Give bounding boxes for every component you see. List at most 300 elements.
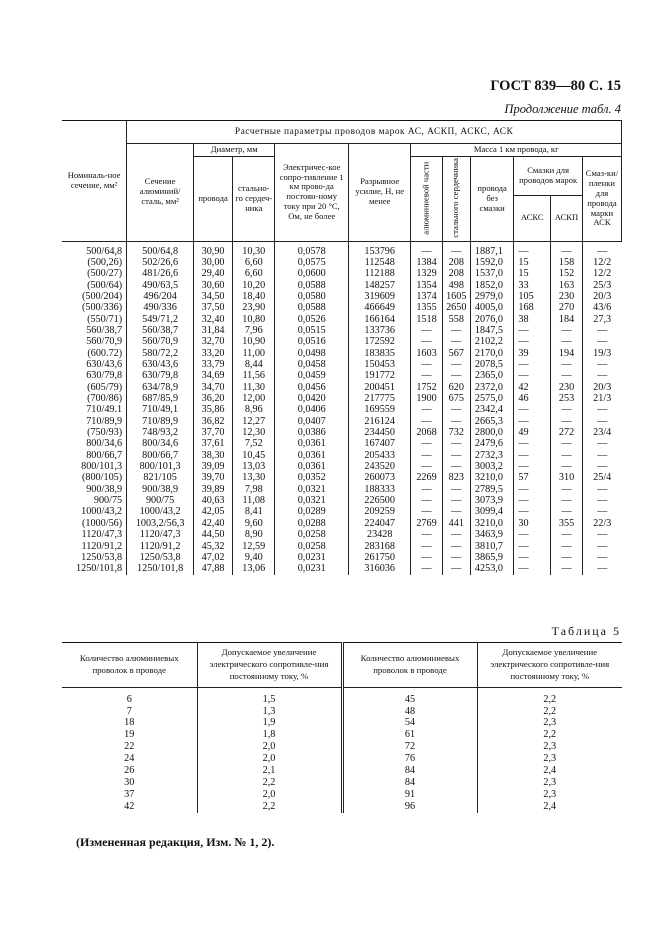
cell-mass-total: 3210,0 [470, 472, 513, 483]
header-al-steel-section: Сечение алюминий/ сталь, мм² [127, 144, 194, 242]
cell-mass-total: 2979,0 [470, 291, 513, 302]
cell-grease-ackp: — [551, 450, 583, 461]
cell-wire-count-right: 84 [342, 777, 477, 789]
cell-resistance: 0,0578 [275, 241, 349, 257]
cell-wire-count-right: 72 [342, 741, 477, 753]
cell-grease-ack: — [582, 241, 621, 257]
cell-nominal: 630/79,8 [86, 370, 123, 382]
cell-grease-acks: — [514, 506, 551, 517]
cell-grease-acks: 105 [514, 291, 551, 302]
cell-mass-al: 2769 [411, 518, 442, 529]
table-row [62, 314, 622, 325]
page-header: ГОСТ 839—80 С. 15 [490, 78, 621, 94]
cell-grease-ack: 12/2 [582, 257, 621, 268]
cell-grease-acks: — [514, 370, 551, 381]
cell-breaking-force: 166164 [349, 314, 411, 325]
header-diameter-steel: стально-го сердеч-ника [233, 156, 275, 241]
header-mass-steel: стального сердечника [442, 156, 470, 241]
cell-resistance-increase: 2,0 [197, 789, 342, 801]
cell-resistance-increase: 2,2 [197, 801, 342, 813]
cell-section: 800/101,3 [127, 461, 194, 472]
cell-mass-steel: 620 [442, 382, 470, 393]
table-row [62, 348, 622, 359]
header-wire-count: Количество алюминиевых проволок в проводе [62, 643, 197, 688]
cell-mass-al: 1384 [411, 257, 442, 268]
cell-nominal: 800/101,3 [81, 461, 123, 473]
cell-mass-al: — [411, 416, 442, 427]
header-breaking-force: Разрывное усилие, Н, не менее [349, 144, 411, 242]
cell-resistance-increase: 1,3 [197, 706, 342, 718]
header-mass-aluminium: алюминиевой части [411, 156, 442, 241]
cell-mass-steel: 732 [442, 427, 470, 438]
cell-mass-steel: 823 [442, 472, 470, 483]
table-row [62, 404, 622, 415]
cell-resistance: 0,0588 [275, 280, 349, 291]
cell-mass-total: 2170,0 [470, 348, 513, 359]
cell-grease-ack: — [582, 416, 621, 427]
cell-resistance: 0,0515 [275, 325, 349, 336]
cell-mass-al: 1518 [411, 314, 442, 325]
cell-breaking-force: 261750 [349, 552, 411, 563]
cell-resistance: 0,0361 [275, 461, 349, 472]
cell-resistance: 0,0406 [275, 404, 349, 415]
cell-mass-total: 2365,0 [470, 370, 513, 381]
cell-wire-count-right: 96 [342, 801, 477, 813]
cell-steel-diameter: 10,45 [233, 450, 275, 461]
cell-mass-total: 2479,6 [470, 438, 513, 449]
cell-grease-ackp: — [551, 359, 583, 370]
cell-diameter: 39,89 [194, 484, 233, 495]
cell-nominal: 800/66,7 [86, 449, 123, 461]
cell-mass-steel: — [442, 461, 470, 472]
cell-mass-total: 2078,5 [470, 359, 513, 370]
cell-mass-steel: — [442, 484, 470, 495]
cell-diameter: 40,63 [194, 495, 233, 506]
table-row [62, 741, 622, 753]
table-row [62, 325, 622, 336]
cell-nominal: (500/27) [87, 268, 123, 280]
cell-grease-ackp: — [551, 370, 583, 381]
table-row [62, 382, 622, 393]
cell-mass-steel: — [442, 552, 470, 563]
cell-grease-acks: 15 [514, 268, 551, 279]
cell-nominal: (605/79) [87, 381, 123, 393]
cell-mass-al: 1355 [411, 302, 442, 313]
cell-steel-diameter: 11,00 [233, 348, 275, 359]
cell-steel-diameter: 10,90 [233, 336, 275, 347]
cell-section: 630/43,6 [127, 359, 194, 370]
cell-nominal: 1120/91,2 [81, 540, 123, 552]
cell-grease-acks: — [514, 241, 551, 257]
cell-grease-ack: 27,3 [582, 314, 621, 325]
cell-resistance: 0,0289 [275, 506, 349, 517]
table-row [62, 563, 622, 574]
cell-nominal: 900/75 [93, 495, 123, 507]
cell-mass-steel: — [442, 495, 470, 506]
cell-resistance-increase-right: 2,3 [477, 777, 622, 789]
cell-breaking-force: 183835 [349, 348, 411, 359]
cell-breaking-force: 167407 [349, 438, 411, 449]
header-nominal-section: Номиналь-ное сечение, мм² [62, 121, 127, 242]
cell-grease-acks: 33 [514, 280, 551, 291]
cell-section: 580/72,2 [127, 348, 194, 359]
table-row [62, 268, 622, 279]
cell-section: 710/89,9 [127, 416, 194, 427]
header-diameter-wire: провода [194, 156, 233, 241]
cell-grease-ackp: 158 [551, 257, 583, 268]
cell-steel-diameter: 11,08 [233, 495, 275, 506]
cell-mass-total: 2342,4 [470, 404, 513, 415]
cell-grease-acks: — [514, 438, 551, 449]
cell-grease-ackp: — [551, 495, 583, 506]
table-row [62, 336, 622, 347]
cell-mass-total: 1592,0 [470, 257, 513, 268]
table-row [62, 789, 622, 801]
header-grease-acks: АСКС [514, 195, 551, 241]
cell-grease-ack: 22/3 [582, 518, 621, 529]
cell-steel-diameter: 7,96 [233, 325, 275, 336]
cell-grease-acks: 49 [514, 427, 551, 438]
cell-resistance: 0,0407 [275, 416, 349, 427]
cell-nominal: (500,26) [87, 256, 123, 268]
cell-breaking-force: 150453 [349, 359, 411, 370]
cell-breaking-force: 243520 [349, 461, 411, 472]
cell-grease-ackp: 253 [551, 393, 583, 404]
cell-mass-steel: — [442, 563, 470, 574]
cell-mass-al: — [411, 241, 442, 257]
header-resistance-increase: Допускаемое увеличение электрического сопротивле-ния постоянному току, % [197, 643, 342, 688]
cell-section: 800/34,6 [127, 438, 194, 449]
cell-grease-ackp: — [551, 325, 583, 336]
cell-mass-total: 2575,0 [470, 393, 513, 404]
cell-diameter: 38,30 [194, 450, 233, 461]
cell-mass-steel: — [442, 541, 470, 552]
cell-section: 687/85,9 [127, 393, 194, 404]
cell-grease-acks: 42 [514, 382, 551, 393]
cell-steel-diameter: 8,44 [233, 359, 275, 370]
cell-steel-diameter: 13,06 [233, 563, 275, 574]
cell-wire-count: 7 [126, 705, 132, 717]
cell-section: 800/66,7 [127, 450, 194, 461]
cell-diameter: 39,09 [194, 461, 233, 472]
cell-diameter: 34,69 [194, 370, 233, 381]
cell-section: 748/93,2 [127, 427, 194, 438]
table-row [62, 729, 622, 741]
cell-section: 500/64,8 [127, 241, 194, 257]
cell-section: 1120/47,3 [127, 529, 194, 540]
cell-mass-al: 2269 [411, 472, 442, 483]
cell-wire-count-right: 76 [342, 753, 477, 765]
cell-wire-count-right: 48 [342, 706, 477, 718]
cell-nominal: 1250/101,8 [76, 563, 123, 575]
cell-mass-al: — [411, 563, 442, 574]
cell-diameter: 36,20 [194, 393, 233, 404]
cell-mass-total: 3003,2 [470, 461, 513, 472]
cell-resistance-increase: 1,8 [197, 729, 342, 741]
cell-grease-ackp: 272 [551, 427, 583, 438]
cell-section: 481/26,6 [127, 268, 194, 279]
cell-section: 549/71,2 [127, 314, 194, 325]
cell-mass-al: — [411, 552, 442, 563]
cell-nominal: (550/71) [87, 313, 123, 325]
cell-steel-diameter: 12,30 [233, 427, 275, 438]
cell-grease-ack: 19/3 [582, 348, 621, 359]
table-row [62, 241, 622, 257]
cell-mass-steel: 498 [442, 280, 470, 291]
cell-resistance: 0,0588 [275, 302, 349, 313]
cell-diameter: 37,50 [194, 302, 233, 313]
cell-resistance: 0,0456 [275, 382, 349, 393]
cell-mass-total: 3810,7 [470, 541, 513, 552]
cell-grease-ackp: 230 [551, 382, 583, 393]
cell-mass-al: — [411, 506, 442, 517]
cell-breaking-force: 172592 [349, 336, 411, 347]
cell-steel-diameter: 9,40 [233, 552, 275, 563]
cell-resistance-increase: 1,5 [197, 687, 342, 705]
cell-resistance-increase: 2,1 [197, 765, 342, 777]
cell-grease-ackp: 152 [551, 268, 583, 279]
cell-resistance-increase-right: 2,4 [477, 765, 622, 777]
amendment-note: (Измененная редакция, Изм. № 1, 2). [76, 835, 275, 849]
cell-section: 490/63,5 [127, 280, 194, 291]
table-5 [62, 642, 622, 813]
cell-mass-al: — [411, 461, 442, 472]
cell-mass-steel: 441 [442, 518, 470, 529]
cell-grease-ack: 23/4 [582, 427, 621, 438]
cell-mass-total: 1847,5 [470, 325, 513, 336]
cell-grease-acks: — [514, 484, 551, 495]
header-group-parameters: Расчетные параметры проводов марок АС, АСКП, АСКС, АСК [127, 121, 622, 144]
cell-mass-total: 4253,0 [470, 563, 513, 574]
cell-grease-ackp: 270 [551, 302, 583, 313]
cell-grease-acks: 168 [514, 302, 551, 313]
cell-grease-ackp: — [551, 461, 583, 472]
cell-resistance: 0,0288 [275, 518, 349, 529]
cell-diameter: 33,20 [194, 348, 233, 359]
cell-steel-diameter: 9,60 [233, 518, 275, 529]
cell-grease-ackp: — [551, 563, 583, 574]
cell-breaking-force: 316036 [349, 563, 411, 574]
cell-wire-count-right: 61 [342, 729, 477, 741]
cell-resistance: 0,0231 [275, 563, 349, 574]
cell-mass-total: 3099,4 [470, 506, 513, 517]
cell-mass-total: 2102,2 [470, 336, 513, 347]
cell-diameter: 36,82 [194, 416, 233, 427]
cell-steel-diameter: 10,80 [233, 314, 275, 325]
cell-mass-steel: 675 [442, 393, 470, 404]
cell-mass-al: 1900 [411, 393, 442, 404]
cell-grease-ackp: 184 [551, 314, 583, 325]
cell-section: 560/70,9 [127, 336, 194, 347]
cell-mass-al: 1354 [411, 280, 442, 291]
cell-grease-acks: — [514, 563, 551, 574]
cell-mass-al: — [411, 336, 442, 347]
cell-resistance: 0,0258 [275, 541, 349, 552]
cell-mass-total: 2789,5 [470, 484, 513, 495]
cell-mass-total: 2076,0 [470, 314, 513, 325]
cell-section: 502/26,6 [127, 257, 194, 268]
cell-breaking-force: 133736 [349, 325, 411, 336]
table-row [62, 518, 622, 529]
cell-mass-al: 1752 [411, 382, 442, 393]
table-row [62, 529, 622, 540]
table-row [62, 552, 622, 563]
cell-resistance-increase-right: 2,2 [477, 729, 622, 741]
cell-resistance: 0,0526 [275, 314, 349, 325]
cell-grease-ack: — [582, 438, 621, 449]
cell-breaking-force: 148257 [349, 280, 411, 291]
cell-grease-acks: — [514, 552, 551, 563]
cell-wire-count: 19 [124, 729, 135, 741]
cell-section: 821/105 [127, 472, 194, 483]
cell-breaking-force: 226500 [349, 495, 411, 506]
cell-breaking-force: 188333 [349, 484, 411, 495]
cell-mass-steel: 208 [442, 257, 470, 268]
cell-mass-steel: 208 [442, 268, 470, 279]
cell-section: 1120/91,2 [127, 541, 194, 552]
cell-grease-acks: — [514, 450, 551, 461]
cell-resistance: 0,0321 [275, 495, 349, 506]
cell-section: 634/78,9 [127, 382, 194, 393]
cell-grease-ackp: — [551, 484, 583, 495]
cell-diameter: 45,32 [194, 541, 233, 552]
cell-resistance: 0,0386 [275, 427, 349, 438]
cell-nominal: (500/204) [81, 290, 123, 302]
cell-grease-ackp: — [551, 416, 583, 427]
header-resistance-increase-right: Допускаемое увеличение электрического сопротивле-ния постоянному току, % [477, 643, 622, 688]
cell-resistance: 0,0361 [275, 450, 349, 461]
cell-grease-ack: — [582, 552, 621, 563]
header-diameter: Диаметр, мм [194, 144, 275, 157]
cell-grease-ack: 25/4 [582, 472, 621, 483]
table-row [62, 291, 622, 302]
cell-grease-ackp: 163 [551, 280, 583, 291]
cell-diameter: 47,02 [194, 552, 233, 563]
cell-grease-ack: — [582, 404, 621, 415]
cell-resistance-increase-right: 2,4 [477, 801, 622, 813]
cell-mass-total: 3073,9 [470, 495, 513, 506]
cell-breaking-force: 191772 [349, 370, 411, 381]
cell-resistance-increase-right: 2,2 [477, 687, 622, 705]
cell-section: 1003,2/56,3 [127, 518, 194, 529]
cell-grease-acks: — [514, 461, 551, 472]
cell-diameter: 37,61 [194, 438, 233, 449]
cell-mass-total: 1852,0 [470, 280, 513, 291]
table-row [62, 359, 622, 370]
cell-mass-al: — [411, 325, 442, 336]
cell-breaking-force: 319609 [349, 291, 411, 302]
cell-resistance-increase: 1,9 [197, 717, 342, 729]
table-row [62, 765, 622, 777]
cell-section: 490/336 [127, 302, 194, 313]
cell-wire-count-right: 45 [342, 687, 477, 705]
cell-mass-steel: 567 [442, 348, 470, 359]
table-row [62, 450, 622, 461]
cell-mass-steel: — [442, 450, 470, 461]
cell-grease-ackp: — [551, 438, 583, 449]
cell-resistance-increase-right: 2,3 [477, 753, 622, 765]
cell-steel-diameter: 11,56 [233, 370, 275, 381]
cell-mass-steel: — [442, 241, 470, 257]
cell-mass-total: 3865,9 [470, 552, 513, 563]
table-row [62, 541, 622, 552]
cell-grease-acks: 39 [514, 348, 551, 359]
cell-grease-ack: — [582, 370, 621, 381]
cell-mass-steel: — [442, 370, 470, 381]
table-row [62, 484, 622, 495]
cell-diameter: 31,84 [194, 325, 233, 336]
cell-nominal: 500/64,8 [86, 245, 123, 257]
cell-wire-count-right: 54 [342, 717, 477, 729]
cell-resistance: 0,0258 [275, 529, 349, 540]
cell-resistance: 0,0361 [275, 438, 349, 449]
cell-breaking-force: 153796 [349, 241, 411, 257]
cell-steel-diameter: 6,60 [233, 257, 275, 268]
cell-mass-steel: — [442, 336, 470, 347]
cell-steel-diameter: 11,30 [233, 382, 275, 393]
cell-resistance: 0,0231 [275, 552, 349, 563]
cell-grease-ack: — [582, 529, 621, 540]
cell-mass-al: — [411, 359, 442, 370]
cell-breaking-force: 112548 [349, 257, 411, 268]
cell-steel-diameter: 13,03 [233, 461, 275, 472]
cell-grease-acks: 46 [514, 393, 551, 404]
cell-grease-acks: 30 [514, 518, 551, 529]
cell-section: 560/38,7 [127, 325, 194, 336]
cell-diameter: 32,40 [194, 314, 233, 325]
cell-mass-al: 1374 [411, 291, 442, 302]
cell-mass-steel: 558 [442, 314, 470, 325]
cell-mass-al: — [411, 495, 442, 506]
cell-section: 1250/101,8 [127, 563, 194, 574]
cell-mass-total: 1887,1 [470, 241, 513, 257]
cell-wire-count: 6 [126, 693, 132, 705]
cell-diameter: 32,70 [194, 336, 233, 347]
cell-mass-al: — [411, 438, 442, 449]
cell-steel-diameter: 12,27 [233, 416, 275, 427]
cell-resistance-increase-right: 2,3 [477, 717, 622, 729]
cell-breaking-force: 23428 [349, 529, 411, 540]
cell-nominal: 560/38,7 [86, 324, 123, 336]
cell-diameter: 34,70 [194, 382, 233, 393]
cell-mass-steel: 2650 [442, 302, 470, 313]
cell-breaking-force: 466649 [349, 302, 411, 313]
cell-diameter: 47,88 [194, 563, 233, 574]
cell-grease-ack: 21/3 [582, 393, 621, 404]
cell-grease-acks: — [514, 541, 551, 552]
cell-grease-ack: — [582, 325, 621, 336]
cell-mass-al: 2068 [411, 427, 442, 438]
cell-mass-al: — [411, 450, 442, 461]
table-row [62, 706, 622, 718]
cell-section: 900/38,9 [127, 484, 194, 495]
table-row [62, 506, 622, 517]
cell-nominal: 1250/53,8 [81, 551, 123, 563]
table-row [62, 393, 622, 404]
cell-nominal: 1000/43,2 [81, 506, 123, 518]
table-row [62, 717, 622, 729]
cell-steel-diameter: 23,90 [233, 302, 275, 313]
cell-diameter: 42,40 [194, 518, 233, 529]
table-row [62, 370, 622, 381]
cell-grease-ack: — [582, 506, 621, 517]
cell-breaking-force: 260073 [349, 472, 411, 483]
cell-steel-diameter: 18,40 [233, 291, 275, 302]
cell-wire-count: 24 [124, 753, 135, 765]
cell-resistance: 0,0459 [275, 370, 349, 381]
cell-nominal: (1000/56) [81, 517, 123, 529]
cell-mass-total: 2732,3 [470, 450, 513, 461]
